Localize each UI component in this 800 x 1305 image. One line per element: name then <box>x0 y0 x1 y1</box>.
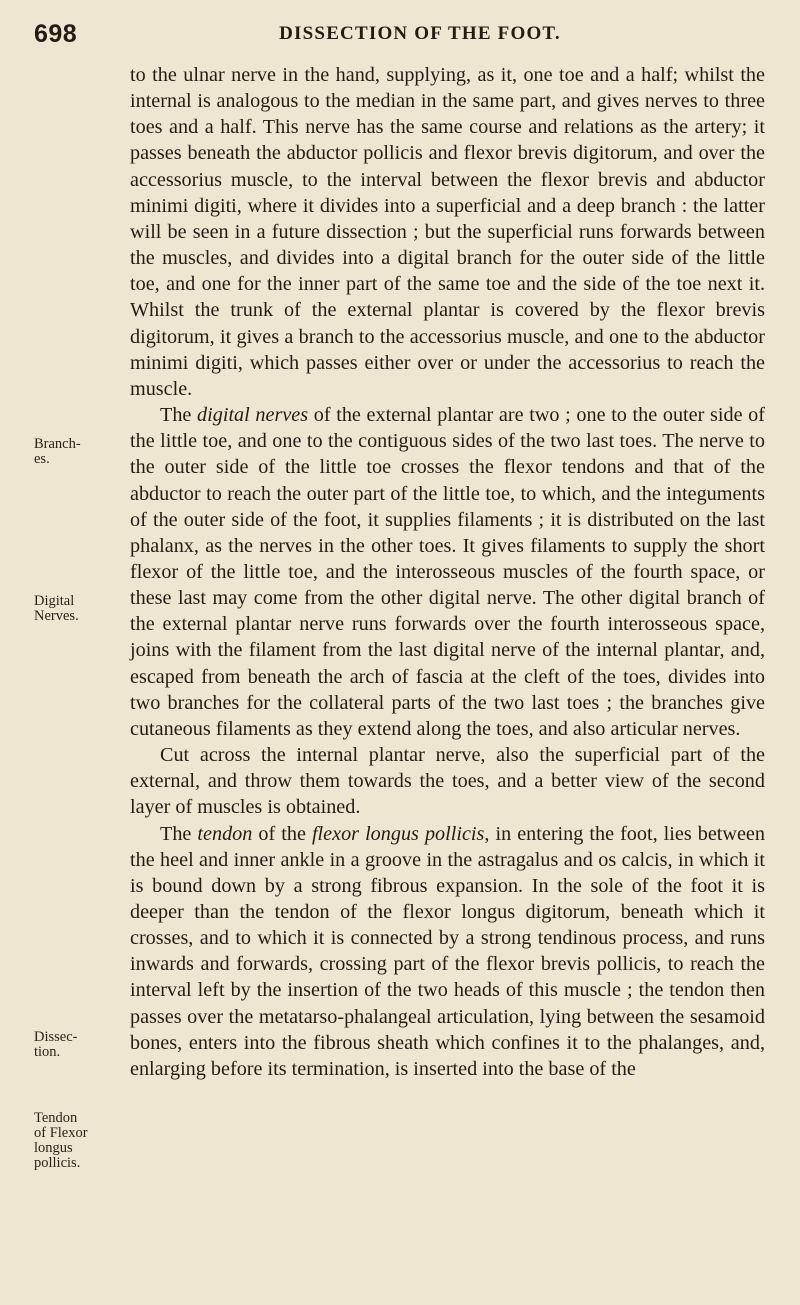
paragraph-tendon-intro: The <box>160 822 198 845</box>
paragraph-tendon-body: , in entering the foot, lies between the heel and inner ankle in a groove in the astragalus and os calcis, in which it is bound down by a strong fibrous expansion. In the sole of the foot it is deeper than the tendon of the flexor longus digitorum, beneath which it crosses, and to which it is connected by a strong tendinous process, and runs inwards and forwards, crossing part of the flexor brevis pollicis, to reach the interval left by the insertion of the two heads of this muscle ; the tendon then passes over the metatarso-phalangeal articulation, lying between the sesamoid bones, enters into the fibrous sheath which confines it to the phalanges, and, enlarging before its termination, is inserted into the base of the <box>130 822 765 1080</box>
paragraph-external-plantar: to the ulnar nerve in the hand, supplying, as it, one toe and a half; whilst the internal is analogous to the median in the same part, and gives nerves to three toes and a half. This nerve has the same course and relations as the artery; it passes beneath the abductor pollicis and flexor brevis digitorum, and over the accessorius muscle, to the interval between the flexor brevis and abductor minimi digiti, where it divides into a superficial and a deep branch : the latter will be seen in a future dissection ; but the superficial runs forwards between the muscles, and divides into a digital branch for the outer side of the little toe, and one for the inner part of the same toe and the side of the toe next it. Whilst the trunk of the external plantar is covered by the flexor brevis digitorum, it gives a branch to the accessorius muscle, and one to the abductor minimi digiti, which passes either over or under the accessorius to reach the muscle. <box>130 64 765 400</box>
paragraph-tendon <box>130 821 765 1083</box>
margin-note-tendon: Tendon of Flexor longus pollicis. <box>34 1110 88 1171</box>
margin-note-dissection: Dissec- tion. <box>34 1029 78 1060</box>
margin-note-branches: Branch- es. <box>34 436 81 467</box>
paragraph-digital-nerves-intro: The <box>160 404 198 427</box>
paragraph-dissection: Cut across the internal plantar nerve, also the superficial part of the external, and throw them towards the toes, and a better view of the second layer of muscles is obtained. <box>130 744 765 819</box>
paragraph-digital-nerves-body: of the external plantar are two ; one to the outer side of the little toe, and one to the contiguous sides of the two last toes. The nerve to the outer side of the little toe crosses the flexor tendons and that of the abductor to reach the outer part of the little toe, to which, and the integuments of the outer side of the foot, it supplies filaments ; it is distributed on the last phalanx, as the nerves in the other toes. It gives filaments to supply the short flexor of the little toe, and the interosseous muscles of the fourth space, or these last may come from the other digital nerve. The other digital branch of the external plantar nerve runs forwards over the fourth interosseous space, joins with the filament from the last digital nerve of the internal plantar, and, escaped from beneath the arch of fascia at the cleft of the toes, divides into two branches for the collateral parts of the two last toes ; the branches give cutaneous filaments as they extend along the toes, and also articular nerves. <box>130 404 765 740</box>
body-text <box>130 62 765 1082</box>
page-header <box>0 20 800 56</box>
page-number: 698 <box>34 20 78 48</box>
term-digital-nerves: digital nerves <box>197 404 309 427</box>
running-head: DISSECTION OF THE FOOT. <box>279 23 561 44</box>
paragraph-tendon-of: of the <box>252 822 312 845</box>
margin-note-digital-nerves: Digital Nerves. <box>34 593 79 624</box>
paragraph-digital-nerves <box>130 402 765 742</box>
term-flexor-longus-pollicis: flexor longus pollicis <box>311 822 485 845</box>
term-tendon: tendon <box>197 822 253 845</box>
